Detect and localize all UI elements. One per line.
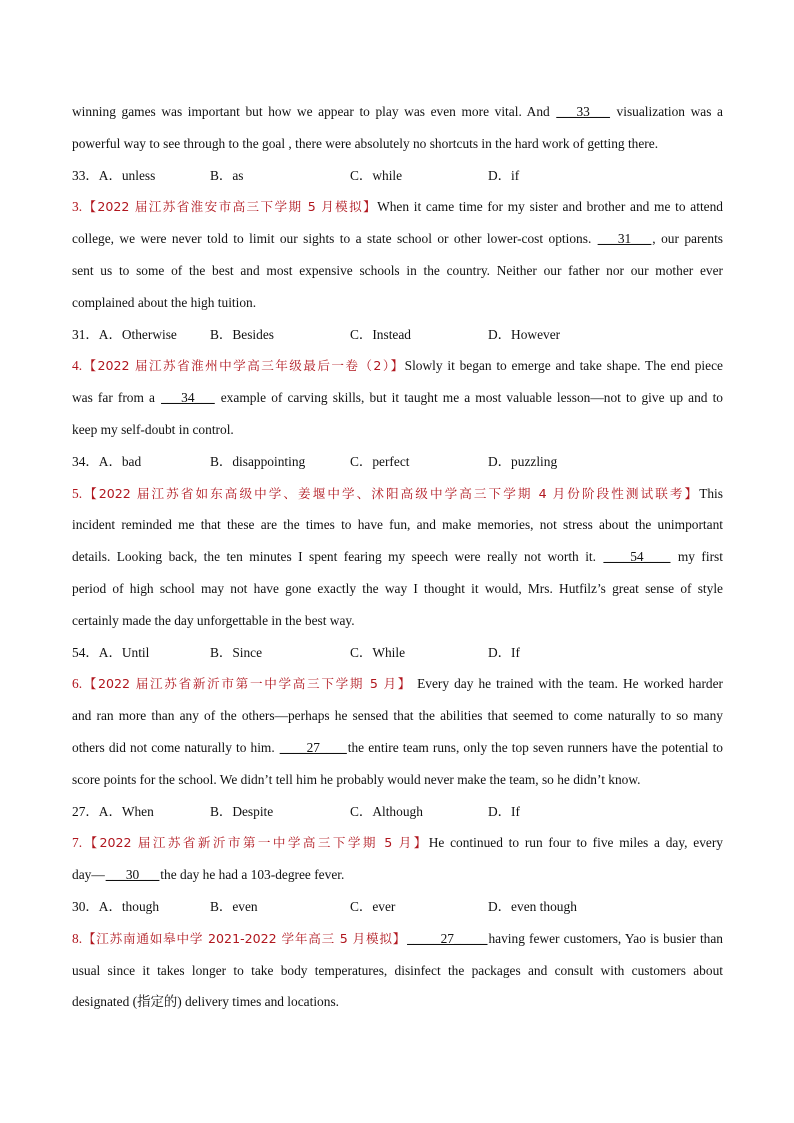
item-7-line: day—___30___the day he had a 103-degree fever. xyxy=(72,867,345,883)
option-d: D．even though xyxy=(488,898,577,914)
source-label: 【2022 届江苏省淮安市高三下学期 5 月模拟】 xyxy=(82,199,378,215)
source-label: 【2022 届江苏省新沂市第一中学高三下学期 5 月】 xyxy=(82,676,413,692)
option-b: B．as xyxy=(210,167,244,183)
item-8-line: 8.【江苏南通如皋中学 2021-2022 学年高三 5 月模拟】_____27_____having fewer customers, Yao is busier than xyxy=(72,930,723,946)
item-6-line: others did not come naturally to him. ____27____the entire team runs, only the top seven runners have the potential to xyxy=(72,739,723,755)
item-number: 8. xyxy=(72,930,83,946)
item-3-line: complained about the high tuition. xyxy=(72,294,257,310)
option-b: B．Since xyxy=(210,644,263,660)
item-5-line: incident reminded me that these are the times to have fun, and make memories, not stress about the unimportant xyxy=(72,517,723,533)
item-6-line: 6.【2022 届江苏省新沂市第一中学高三下学期 5 月】 Every day he trained with the team. He worked harder xyxy=(72,676,723,692)
item-4-line: was far from a ___34___ example of carving skills, but it taught me a most valuable lesson—not to give up and to xyxy=(72,390,723,406)
option-d: D．puzzling xyxy=(488,453,558,469)
source-label: 【2022 届江苏省新沂市第一中学高三下学期 5 月】 xyxy=(82,835,429,851)
blank-34: ___34___ xyxy=(161,390,215,406)
item-8-line: designated (指定的) delivery times and locations. xyxy=(72,994,340,1010)
item-3-line: sent us to some of the best and most expensive schools in the country. Neither our father nor our mother ever xyxy=(72,262,723,278)
blank-54: ____54____ xyxy=(603,549,671,565)
option-c: C．perfect xyxy=(350,453,410,469)
blank-27: ____27____ xyxy=(279,739,347,755)
option-c: C．while xyxy=(350,167,403,183)
item-7-line: 7.【2022 届江苏省新沂市第一中学高三下学期 5 月】He continued to run four to five miles a day, every xyxy=(72,835,723,851)
option-b: B．Despite xyxy=(210,803,274,819)
item-number: 7. xyxy=(72,835,83,851)
item-5-line: period of high school may not have gone exactly the way I thought it would, Mrs. Hutfilz’s great sense of style xyxy=(72,580,723,596)
item-number: 6. xyxy=(72,676,83,692)
option-d: D．If xyxy=(488,644,520,660)
item-5-line: certainly made the day unforgettable in the best way. xyxy=(72,612,355,628)
item-4-line: keep my self-doubt in control. xyxy=(72,421,234,437)
item-number: 5. xyxy=(72,485,83,501)
document-page xyxy=(72,96,723,1018)
item-5-line: 5.【2022 届江苏省如东高级中学、姜堰中学、沭阳高级中学高三下学期 4 月份阶段性测试联考】This xyxy=(72,485,723,501)
options-31 xyxy=(72,319,723,351)
option-a: 54．A．Until xyxy=(72,644,150,660)
item-number: 3. xyxy=(72,199,83,215)
option-a: 33．A．unless xyxy=(72,167,156,183)
item-4-line: 4.【2022 届江苏省淮州中学高三年级最后一卷（2）】Slowly it began to emerge and take shape. The end piece xyxy=(72,358,723,374)
blank-27b: _____27_____ xyxy=(407,930,488,946)
option-d: D．if xyxy=(488,167,520,183)
source-label: 【2022 届江苏省淮州中学高三年级最后一卷（2）】 xyxy=(82,358,405,374)
source-label: 【2022 届江苏省如东高级中学、姜堰中学、沭阳高级中学高三下学期 4 月份阶段性测试联考】 xyxy=(82,485,700,501)
blank-30: ___30___ xyxy=(105,867,160,883)
options-34 xyxy=(72,446,723,478)
passage-line: powerful way to see through to the goal , there were absolutely no shortcuts in the hard work of getting there. xyxy=(72,135,659,151)
option-b: B．even xyxy=(210,898,258,914)
item-number: 4. xyxy=(72,358,83,374)
passage-line: winning games was important but how we appear to play was even more vital. And ___33___ visualization was a xyxy=(72,104,723,119)
item-3-line: 3.【2022 届江苏省淮安市高三下学期 5 月模拟】When it came time for my sister and brother and me to attend xyxy=(72,199,723,215)
options-27 xyxy=(72,796,723,828)
option-d: D．However xyxy=(488,326,561,342)
option-a: 27．A．When xyxy=(72,803,154,819)
option-d: D．If xyxy=(488,803,520,819)
item-6-line: and ran more than any of the others—perhaps he sensed that the abilities that seemed to come naturally to so many xyxy=(72,708,723,724)
option-a: 31．A．Otherwise xyxy=(72,326,177,342)
item-5-line: details. Looking back, the ten minutes I spent fearing my speech were really not worth it. ____54____ my first xyxy=(72,549,723,565)
options-30 xyxy=(72,891,723,923)
options-33 xyxy=(72,160,723,192)
item-6-line: score points for the school. We didn’t tell him he probably would never make the team, so he didn’t know. xyxy=(72,771,641,787)
item-3-line: college, we were never told to limit our sights to a state school or other lower-cost options. ___31___, our parents xyxy=(72,231,723,247)
option-c: C．Although xyxy=(350,803,423,819)
blank-33: ___33___ xyxy=(556,104,610,119)
source-label: 【江苏南通如皋中学 2021-2022 学年高三 5 月模拟】 xyxy=(82,930,407,946)
option-a: 30．A．though xyxy=(72,898,160,914)
option-b: B．Besides xyxy=(210,326,274,342)
option-c: C．While xyxy=(350,644,406,660)
options-54 xyxy=(72,637,723,669)
option-c: C．ever xyxy=(350,898,396,914)
item-8-line: usual since it takes longer to take body temperatures, disinfect the packages and consult with customers about xyxy=(72,962,723,978)
option-a: 34．A．bad xyxy=(72,453,142,469)
option-b: B．disappointing xyxy=(210,453,306,469)
blank-31: ___31___ xyxy=(597,231,652,247)
option-c: C．Instead xyxy=(350,326,411,342)
